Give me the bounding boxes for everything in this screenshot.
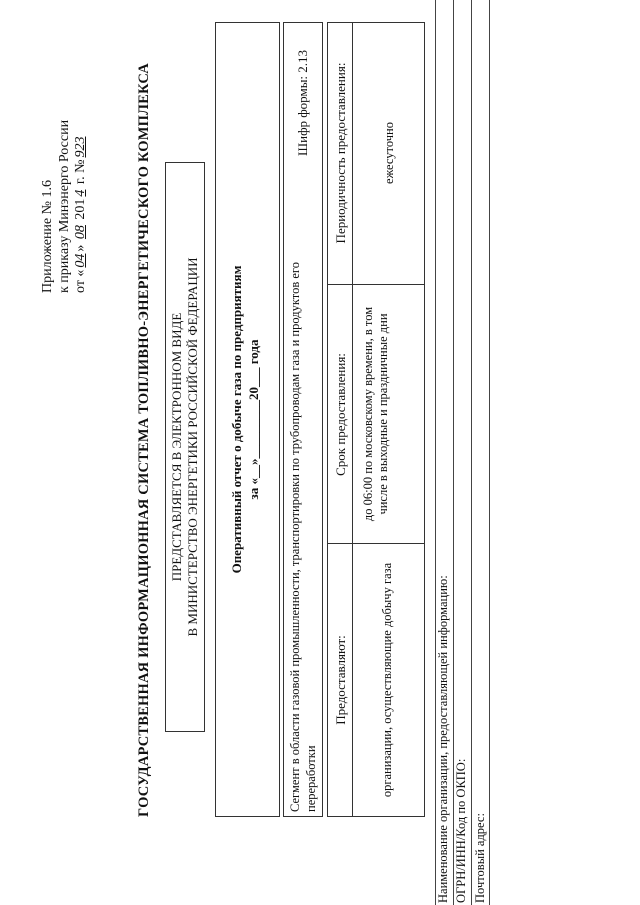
- rule-3: [471, 0, 472, 905]
- table-cell-frequency: ежесуточно: [382, 122, 396, 184]
- segment-box: [283, 22, 323, 817]
- table-header-submitters: Предоставляют:: [333, 635, 348, 725]
- electronic-notice-line2: В МИНИСТЕРСТВО ЭНЕРГЕТИКИ РОССИЙСКОЙ ФЕДЕРАЦИИ: [185, 257, 200, 637]
- table-cell-deadline: до 06:00 по московскому времени, в том числе в выходные и праздничные дни: [361, 306, 390, 522]
- table-cell-submitters: организации, осуществляющие добычу газа: [380, 562, 394, 798]
- report-period: за «__»_________20___ года: [246, 339, 261, 500]
- annex-year-digit: 4: [73, 189, 88, 197]
- annex-month: 08: [73, 225, 88, 240]
- electronic-notice: [165, 162, 205, 732]
- table-header-frequency: Периодичность предоставления:: [333, 62, 348, 244]
- page-title: ГОСУДАРСТВЕННАЯ ИНФОРМАЦИОННАЯ СИСТЕМА ТОПЛИВНО-ЭНЕРГЕТИЧЕСКОГО КОМПЛЕКСА: [136, 63, 152, 817]
- segment-text: Сегмент в области газовой промышленности, транспортировки по трубопроводам газа и продуктов его переработки: [288, 262, 318, 812]
- electronic-notice-line1: ПРЕДСТАВЛЯЕТСЯ В ЭЛЕКТРОННОМ ВИДЕ: [169, 312, 184, 582]
- annex-order-number: 923: [73, 136, 88, 158]
- report-title: Оперативный отчет о добыче газа по предприятиям за «__»_________20___ года: [228, 23, 262, 816]
- annex-date-line: от «04» 08 2014 г. №923: [73, 136, 88, 293]
- field-ogrn: ОГРН/ИНН/Код по ОКПО:: [454, 758, 468, 903]
- form-code: Шифр формы: 2.13: [295, 49, 310, 156]
- submission-table: [327, 22, 425, 817]
- annex-day: 04: [73, 253, 88, 268]
- table-header-deadline: Срок предоставления:: [333, 353, 348, 476]
- field-address: Почтовый адрес:: [473, 813, 487, 903]
- requisites-block: [430, 0, 510, 905]
- annex-order-ref: к приказу Минэнерго России: [56, 119, 72, 293]
- annex-block: [40, 3, 90, 293]
- report-box: [215, 22, 280, 817]
- rule-4: [489, 0, 490, 905]
- annex-number: Приложение № 1.6: [40, 180, 55, 293]
- table-header-divider: [352, 23, 353, 816]
- field-org-name: Наименование организации, предоставляющей информацию:: [436, 575, 450, 903]
